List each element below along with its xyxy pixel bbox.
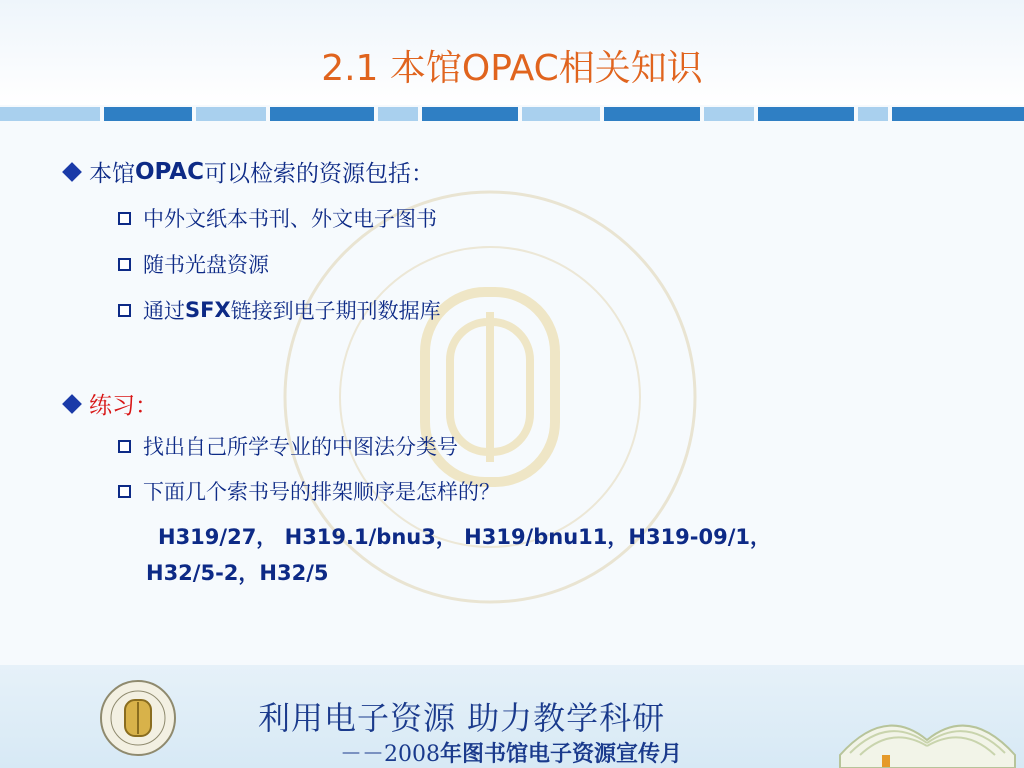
diamond-bullet-icon: [62, 162, 82, 182]
heading-text: 本馆: [89, 161, 135, 187]
footer-subtitle-text: 年图书馆电子资源宣传月: [440, 742, 683, 767]
heading-opac: OPAC: [135, 158, 204, 185]
list-item: [118, 249, 269, 279]
library-badge-icon: [98, 678, 178, 758]
list-item: [118, 431, 458, 461]
footer-title: 利用电子资源 助力教学科研: [258, 699, 666, 737]
square-bullet-icon: [118, 304, 131, 317]
square-bullet-icon: [118, 440, 131, 453]
slide-title: 2.1 本馆OPAC相关知识: [321, 48, 703, 89]
list-item-sfx: SFX: [185, 298, 231, 322]
list-item-text: 通过: [143, 299, 185, 323]
heading-text-suffix: 可以检索的资源包括：: [203, 161, 434, 187]
exercise-heading-text: 练习：: [89, 393, 158, 419]
exercise-heading: [62, 387, 158, 420]
square-bullet-icon: [118, 212, 131, 225]
list-item-text: 中外文纸本书刊、外文电子图书: [143, 207, 437, 231]
square-bullet-icon: [118, 258, 131, 271]
footer-dash: －－: [340, 742, 385, 767]
list-item-text: 找出自己所学专业的中图法分类号: [143, 435, 458, 459]
list-item: [118, 203, 437, 233]
footer-year: 2008: [384, 742, 441, 767]
list-item-text: 下面几个索书号的排架顺序是怎样的？: [143, 480, 500, 504]
list-item: [118, 295, 441, 325]
call-numbers-line-1: H319/27， H319.1/bnu3， H319/bnu11，H319-09/1，: [158, 525, 772, 549]
open-book-icon: [830, 685, 1024, 768]
list-item-text-suffix: 链接到电子期刊数据库: [230, 299, 441, 323]
footer-subtitle: [340, 737, 682, 768]
diamond-bullet-icon: [62, 394, 82, 414]
list-item-text: 随书光盘资源: [143, 253, 269, 277]
resources-heading: [62, 155, 434, 188]
call-numbers-line-2: H32/5-2，H32/5: [146, 561, 329, 585]
square-bullet-icon: [118, 485, 131, 498]
list-item: [118, 476, 500, 506]
